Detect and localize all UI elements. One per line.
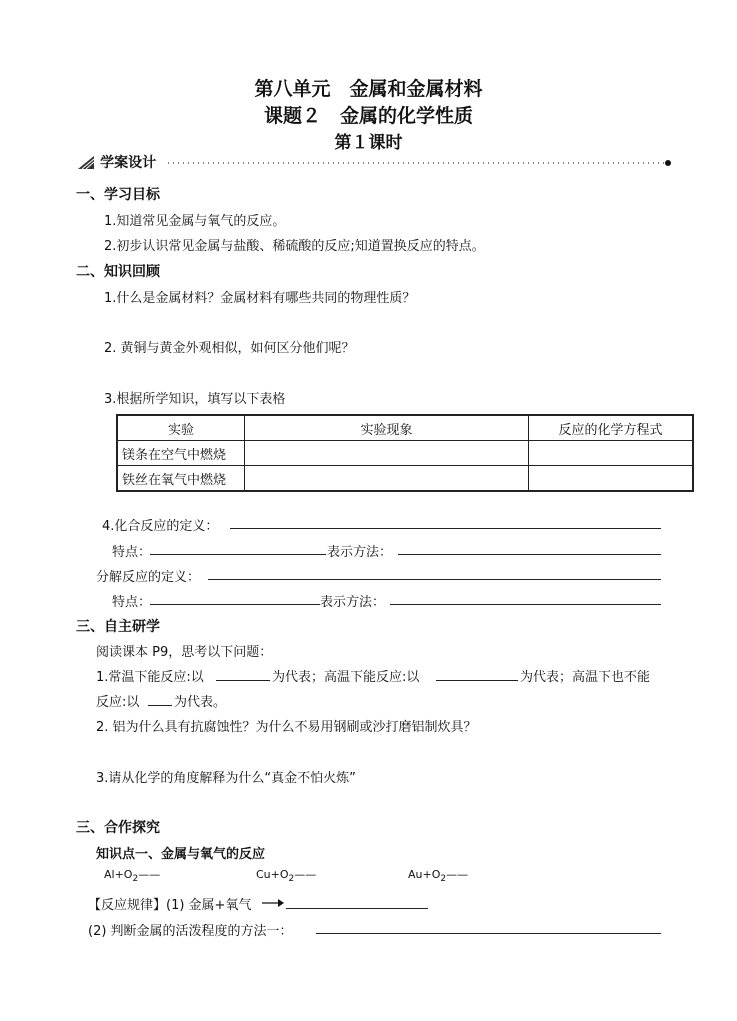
table-row bbox=[117, 441, 693, 466]
table-row bbox=[117, 466, 693, 492]
banner bbox=[76, 152, 156, 172]
decomposition-definition-label: 分解反应的定义： bbox=[96, 570, 201, 585]
table-cell: 铁丝在氧气中燃烧 bbox=[117, 466, 245, 492]
knowledge-point-1: 知识点一、金属与氧气的反应 bbox=[96, 847, 266, 862]
equation-au bbox=[408, 868, 468, 884]
section-review-heading: 二、知识回顾 bbox=[76, 264, 160, 280]
table-cell[interactable] bbox=[529, 441, 693, 466]
answer-line[interactable] bbox=[150, 554, 326, 555]
review-q3: 3.根据所学知识，填写以下表格 bbox=[104, 392, 286, 407]
combination-definition-label: 4.化合反应的定义： bbox=[102, 519, 219, 534]
period-title: 第１课时 bbox=[334, 133, 403, 153]
reaction-rule: 【反应规律】(1) 金属+氧气 bbox=[88, 898, 252, 913]
selfstudy-q1-part: 1.常温下能反应:以 bbox=[96, 670, 204, 685]
represent-label: 表示方法： bbox=[320, 595, 386, 610]
represent-label: 表示方法： bbox=[327, 545, 393, 560]
selfstudy-q3: 3.请从化学的角度解释为什么“真金不怕火炼” bbox=[96, 771, 356, 786]
selfstudy-q2: 2. 铝为什么具有抗腐蚀性？为什么不易用钢刷或沙打磨铝制炊具？ bbox=[96, 720, 477, 735]
table-cell[interactable] bbox=[245, 441, 529, 466]
section-cooperative-heading: 三、合作探究 bbox=[76, 820, 160, 836]
table-header-cell: 实验现象 bbox=[245, 415, 529, 441]
arrow-icon bbox=[262, 897, 284, 909]
answer-line[interactable] bbox=[230, 528, 661, 529]
selfstudy-q1-part: 反应:以 bbox=[96, 695, 140, 710]
equation-text: Au+O bbox=[408, 868, 441, 881]
activity-method-label: (2) 判断金属的活泼程度的方法一： bbox=[88, 924, 293, 939]
banner-label: 学案设计 bbox=[100, 155, 157, 171]
answer-line[interactable] bbox=[390, 604, 661, 605]
banner-triangle-icon bbox=[76, 154, 96, 170]
answer-line[interactable] bbox=[148, 705, 172, 706]
review-q2: 2. 黄铜与黄金外观相似，如何区分他们呢？ bbox=[104, 341, 355, 356]
subscript: 2 bbox=[288, 874, 295, 885]
goal-item: 2.初步认识常见金属与盐酸、稀硫酸的反应;知道置换反应的特点。 bbox=[104, 239, 485, 254]
equation-text: Al+O bbox=[104, 868, 133, 881]
selfstudy-q1-part: 为代表；高温下也不能 bbox=[520, 670, 651, 685]
feature-label: 特点： bbox=[112, 545, 152, 560]
table-header-cell: 实验 bbox=[117, 415, 245, 441]
answer-line[interactable] bbox=[216, 680, 270, 681]
subscript: 2 bbox=[132, 874, 139, 885]
answer-line[interactable] bbox=[436, 680, 518, 681]
equation-dash: —— bbox=[294, 868, 317, 881]
selfstudy-q1-part: 为代表；高温下能反应:以 bbox=[272, 670, 420, 685]
table-cell[interactable] bbox=[529, 466, 693, 492]
equation-al bbox=[104, 868, 160, 884]
goal-item: 1.知道常见金属与氧气的反应。 bbox=[104, 214, 286, 229]
equation-text: Cu+O bbox=[256, 868, 289, 881]
review-q1: 1.什么是金属材料？金属材料有哪些共同的物理性质？ bbox=[104, 291, 416, 306]
table-header-row bbox=[117, 415, 693, 441]
table-cell: 镁条在空气中燃烧 bbox=[117, 441, 245, 466]
answer-line[interactable] bbox=[150, 604, 320, 605]
lesson-title: 课题２ 金属的化学性质 bbox=[263, 105, 473, 127]
section-goals-heading: 一、学习目标 bbox=[76, 187, 160, 203]
equation-cu bbox=[256, 868, 316, 884]
selfstudy-intro: 阅读课本 P9，思考以下问题： bbox=[96, 645, 273, 660]
table-header-cell: 反应的化学方程式 bbox=[529, 415, 693, 441]
table-cell[interactable] bbox=[245, 466, 529, 492]
unit-title: 第八单元 金属和金属材料 bbox=[254, 78, 483, 100]
answer-line[interactable] bbox=[208, 579, 661, 580]
banner-dotted-rule bbox=[168, 158, 673, 168]
equation-dash: —— bbox=[446, 868, 469, 881]
experiment-table bbox=[116, 414, 694, 492]
subscript: 2 bbox=[440, 874, 447, 885]
answer-line[interactable] bbox=[398, 554, 661, 555]
selfstudy-q1-part: 为代表。 bbox=[174, 695, 227, 710]
section-selfstudy-heading: 三、自主研学 bbox=[76, 619, 160, 635]
answer-line[interactable] bbox=[316, 933, 661, 934]
equation-dash: —— bbox=[138, 868, 161, 881]
feature-label: 特点： bbox=[112, 595, 152, 610]
answer-line[interactable] bbox=[286, 908, 428, 909]
